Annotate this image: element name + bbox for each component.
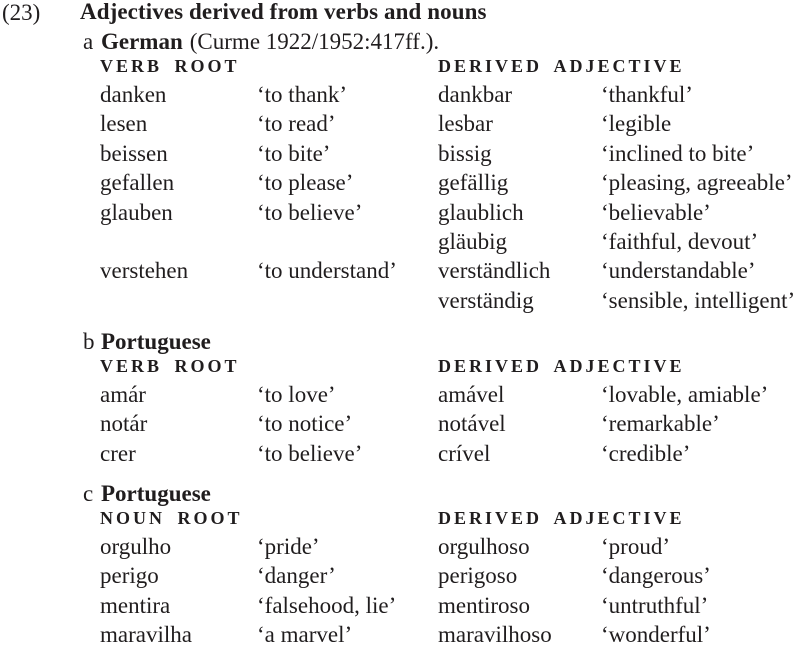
table-row: [100, 623, 805, 649]
section-heading: [83, 330, 218, 353]
root-gloss: ‘to read’: [257, 111, 336, 137]
table-row: [100, 412, 805, 441]
gloss-table: [100, 357, 805, 471]
column-header-root: NOUN ROOT: [100, 508, 243, 528]
table-row: [100, 201, 805, 230]
section-heading: [83, 30, 439, 53]
derived-gloss: ‘faithful, devout’: [601, 228, 759, 254]
derived-gloss: ‘wonderful’: [601, 622, 711, 648]
derived-gloss: ‘inclined to bite’: [601, 140, 755, 166]
derived-word: glaublich: [438, 199, 524, 225]
section-language: Portuguese: [101, 329, 211, 354]
root-gloss: ‘pride’: [257, 534, 320, 559]
table-row: [100, 83, 805, 112]
root-word: perigo: [100, 563, 159, 589]
derived-word: bissig: [438, 140, 492, 166]
table-rows: [100, 83, 805, 318]
derived-gloss: ‘believable’: [601, 199, 711, 225]
table-rows: [100, 535, 805, 649]
root-gloss: ‘to believe’: [257, 199, 363, 225]
root-word: gefallen: [100, 170, 175, 196]
table-row: [100, 442, 805, 471]
root-gloss: ‘to please’: [257, 170, 354, 196]
root-gloss: ‘falsehood, lie’: [257, 592, 397, 618]
root-gloss: ‘to bite’: [257, 140, 331, 166]
derived-word: gläubig: [438, 228, 507, 254]
derived-word: perigoso: [438, 563, 518, 589]
derived-word: amável: [438, 382, 505, 407]
section-heading: [83, 482, 218, 505]
table-row: [100, 112, 805, 141]
derived-word: mentiroso: [438, 592, 530, 618]
section-language: Portuguese: [101, 481, 211, 506]
derived-word: gefällig: [438, 170, 509, 196]
derived-word: crível: [438, 440, 491, 466]
table-row: [100, 142, 805, 171]
derived-gloss: ‘pleasing, agreeable’: [601, 170, 793, 196]
section-letter: b: [83, 329, 95, 354]
table-row: [100, 594, 805, 623]
table-row: [100, 171, 805, 200]
root-gloss: ‘to notice’: [257, 411, 353, 437]
derived-word: verständlich: [438, 258, 551, 284]
example-number: (23): [2, 0, 41, 25]
derived-word: notável: [438, 411, 506, 437]
derived-gloss: ‘dangerous’: [601, 563, 711, 589]
root-word: crer: [100, 440, 136, 466]
root-word: mentira: [100, 592, 171, 618]
derived-gloss: ‘lovable, amiable’: [601, 382, 769, 407]
derived-word: verständig: [438, 287, 534, 313]
root-word: glauben: [100, 199, 173, 225]
table-row: [100, 383, 805, 412]
derived-gloss: ‘remarkable’: [601, 411, 720, 437]
example-title: Adjectives derived from verbs and nouns: [80, 0, 487, 24]
derived-gloss: ‘understandable’: [601, 258, 756, 284]
root-word: beissen: [100, 140, 168, 166]
root-word: notár: [100, 411, 148, 437]
root-gloss: ‘to thank’: [257, 82, 348, 107]
root-word: lesen: [100, 111, 148, 137]
derived-word: lesbar: [438, 111, 493, 137]
derived-gloss: ‘legible: [601, 111, 672, 137]
column-header-root: VERB ROOT: [100, 56, 240, 76]
section-letter: c: [83, 481, 94, 506]
root-gloss: ‘to love’: [257, 382, 336, 407]
derived-word: orgulhoso: [438, 534, 530, 559]
root-word: amár: [100, 382, 146, 407]
table-header-row: [100, 57, 805, 83]
section-letter: a: [83, 29, 94, 54]
table-row: [100, 564, 805, 593]
derived-word: dankbar: [438, 82, 513, 107]
table-header-row: [100, 509, 805, 535]
column-header-derived-adjective: DERIVED ADJECTIVE: [438, 56, 685, 76]
root-word: orgulho: [100, 534, 172, 559]
section-language: German: [101, 29, 183, 54]
root-gloss: ‘danger’: [257, 563, 336, 589]
derived-word: maravilhoso: [438, 622, 552, 648]
root-gloss: ‘a marvel’: [257, 622, 353, 648]
derived-gloss: ‘credible’: [601, 440, 691, 466]
column-header-derived-adjective: DERIVED ADJECTIVE: [438, 356, 685, 376]
table-rows: [100, 383, 805, 471]
derived-gloss: ‘proud’: [601, 534, 670, 559]
derived-gloss: ‘untruthful’: [601, 592, 709, 618]
root-word: verstehen: [100, 258, 189, 284]
root-gloss: ‘to believe’: [257, 440, 363, 466]
table-row: [100, 259, 805, 288]
column-header-root: VERB ROOT: [100, 356, 240, 376]
table-row: [100, 289, 805, 318]
gloss-table: [100, 57, 805, 318]
root-word: danken: [100, 82, 167, 107]
root-word: maravilha: [100, 622, 192, 648]
gloss-table: [100, 509, 805, 649]
table-row: [100, 535, 805, 564]
section-citation: (Curme 1922/1952:417ff.).: [189, 29, 440, 54]
column-header-derived-adjective: DERIVED ADJECTIVE: [438, 508, 685, 528]
table-row: [100, 230, 805, 259]
derived-gloss: ‘sensible, intelligent’: [601, 287, 796, 313]
derived-gloss: ‘thankful’: [601, 82, 693, 107]
root-gloss: ‘to understand’: [257, 258, 397, 284]
table-header-row: [100, 357, 805, 383]
